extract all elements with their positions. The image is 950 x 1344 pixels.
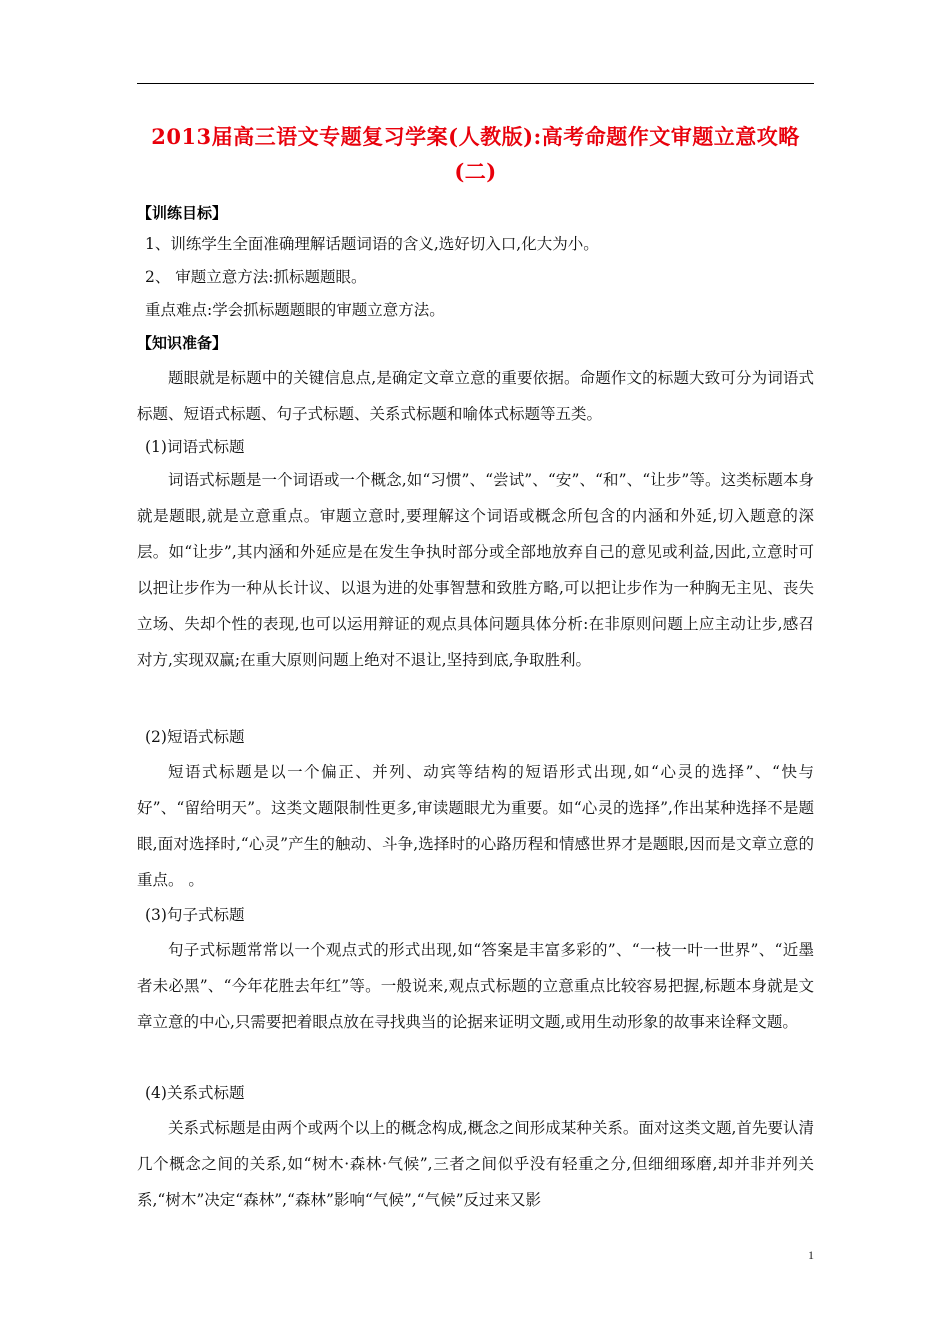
subsection-heading-word-title: (1)词语式标题 — [145, 438, 245, 456]
subsection-heading-sentence-title: (3)句子式标题 — [145, 906, 245, 924]
word-title-paragraph: 词语式标题是一个词语或一个概念,如“习惯”、“尝试”、“安”、“和”、“让步”等。这类标题本身就是题眼,就是立意重点。审题立意时,要理解这个词语或概念所包含的内涵和外延,切入题意的深层。如“让步”,其内涵和外延应是在发生争执时部分或全部地放弃自己的意见或利益,因此,立意时可以把让步作为一种从长计议、以退为进的处事智慧和致胜方略,可以把让步作为一种胸无主见、丧失立场、失却个性的表现,也可以运用辩证的观点具体问题具体分析:在非原则问题上应主动让步,感召对方,实现双赢;在重大原则问题上绝对不退让,坚持到底,争取胜利。 — [137, 471, 814, 669]
document-title: 2013届高三语文专题复习学案(人教版):高考命题作文审题立意攻略 — [151, 124, 800, 149]
header-rule — [137, 83, 814, 84]
section-heading-goals: 【训练目标】 — [137, 204, 228, 222]
document-title-continuation: (二) — [454, 159, 497, 184]
goal-item-1: 1、训练学生全面准确理解话题词语的含义,选好切入口,化大为小。 — [145, 235, 599, 253]
key-difficulty: 重点难点:学会抓标题题眼的审题立意方法。 — [145, 301, 445, 319]
subsection-heading-phrase-title: (2)短语式标题 — [145, 728, 245, 746]
phrase-title-paragraph: 短语式标题是以一个偏正、并列、动宾等结构的短语形式出现,如“心灵的选择”、“快与好”、“留给明天”。这类文题限制性更多,审读题眼尤为重要。如“心灵的选择”,作出某种选择不是题眼,面对选择时,“心灵”产生的触动、斗争,选择时的心路历程和情感世界才是题眼,因而是文章立意的重点。 。 — [137, 763, 814, 889]
knowledge-intro-paragraph: 题眼就是标题中的关键信息点,是确定文章立意的重要依据。命题作文的标题大致可分为词语式标题、短语式标题、句子式标题、关系式标题和喻体式标题等五类。 — [137, 369, 814, 423]
goal-item-2: 2、 审题立意方法:抓标题题眼。 — [145, 268, 367, 286]
page-number: 1 — [808, 1248, 814, 1262]
sentence-title-paragraph: 句子式标题常常以一个观点式的形式出现,如“答案是丰富多彩的”、“一枝一叶一世界”、“近墨者未必黑”、“今年花胜去年红”等。一般说来,观点式标题的立意重点比较容易把握,标题本身就是文章立意的中心,只需要把着眼点放在寻找典当的论据来证明文题,或用生动形象的故事来诠释文题。 — [137, 941, 814, 1031]
section-heading-knowledge: 【知识准备】 — [137, 334, 228, 352]
relation-title-paragraph: 关系式标题是由两个或两个以上的概念构成,概念之间形成某种关系。面对这类文题,首先要认清几个概念之间的关系,如“树木·森林·气候”,三者之间似乎没有轻重之分,但细细琢磨,却并非并列关系,“树木”决定“森林”,“森林”影响“气候”,“气候”反过来又影 — [137, 1119, 814, 1209]
subsection-heading-relation-title: (4)关系式标题 — [145, 1084, 245, 1102]
